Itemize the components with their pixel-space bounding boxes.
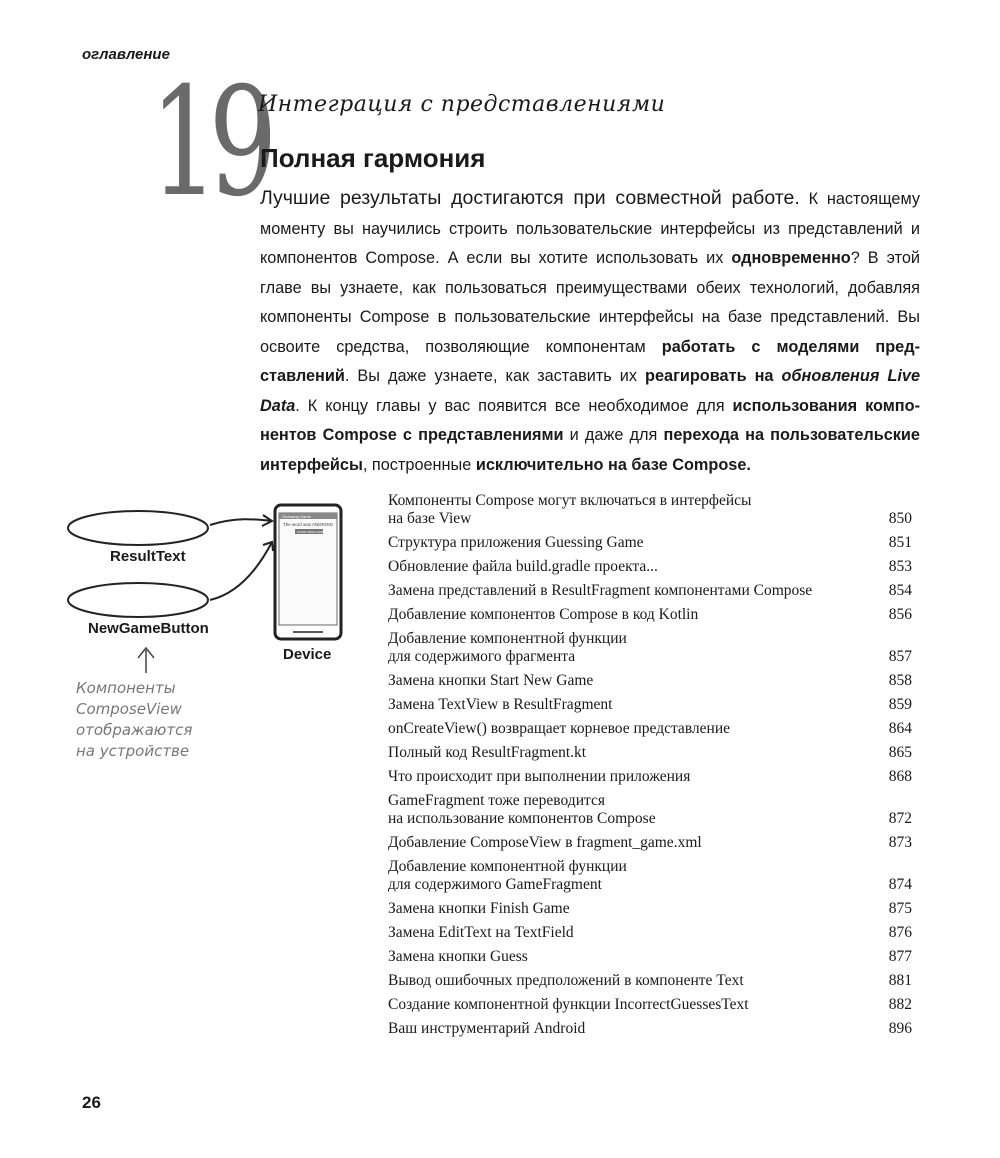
toc-entry-title: Добавление ComposeView в fragment_game.xml [388,834,702,851]
intro-segment: использования компонентов Compose с представлениями [260,396,920,444]
toc-entry-page: 853 [888,558,912,575]
toc-entry[interactable] [388,993,912,1017]
toc-entry[interactable] [388,921,912,945]
toc-entry-page: 857 [888,648,912,665]
toc-entry[interactable] [388,555,912,579]
toc-entry-page: 896 [888,1020,912,1037]
toc-entry-page: 881 [888,972,912,989]
chapter-subtitle: Интеграция с представлениями [258,92,666,117]
intro-lead: Лучшие результаты достигаются при совместной работе. [260,187,800,209]
toc-entry-title: Замена EditText на TextField [388,924,574,941]
toc-entry-title: Создание компонентной функции IncorrectGuessesText [388,996,749,1013]
toc-entry-title: Полный код ResultFragment.kt [388,744,587,761]
toc-entry[interactable] [388,489,912,531]
intro-segment: , построенные [362,455,476,474]
new-game-button-oval [68,583,208,617]
intro-segment: реагировать на [645,367,782,385]
toc-entry[interactable] [388,531,912,555]
toc-entry-title: Замена представлений в ResultFragment компонентами Compose [388,582,813,599]
device-label: Device [283,646,332,663]
toc-entry-title: Замена кнопки Finish Game [388,900,570,917]
toc-entry-title: Обновление файла build.gradle проекта... [388,558,658,575]
toc-entry[interactable] [388,669,912,693]
intro-segment: и даже для [563,426,664,444]
toc-entry-title: Добавление компонентов Compose в код Kotlin [388,606,699,623]
new-game-button-label: NewGameButton [88,620,209,637]
result-text-oval [68,511,208,545]
toc-entry[interactable] [388,1017,912,1041]
toc-entry[interactable] [388,789,912,831]
toc-entry[interactable] [388,765,912,789]
toc-entry-page: 873 [888,834,912,851]
toc-entry[interactable] [388,831,912,855]
toc-entry-page: 877 [888,948,912,965]
toc-list [388,489,912,1041]
intro-segment: исключительно на базе Compose. [475,455,751,474]
chapter-intro [260,184,920,480]
toc-entry-page: 882 [888,996,912,1013]
chapter-number: 19 [150,56,268,230]
toc-entry[interactable] [388,945,912,969]
toc-entry-page: 872 [888,810,912,827]
toc-entry-page: 865 [888,744,912,761]
toc-entry[interactable] [388,897,912,921]
toc-entry-title: Ваш инструментарий Android [388,1020,586,1037]
toc-entry-page: 854 [888,582,912,599]
toc-entry-title: onCreateView() возвращает корневое представление [388,720,731,737]
device-icon [275,505,341,639]
toc-entry-title: Добавление компонентной функции для содержимого фрагмента [388,630,627,665]
toc-entry-page: 851 [888,534,912,551]
arrow-note [138,648,154,673]
intro-segment: одновременно [731,249,851,267]
device-button-text: START NEW GAME [297,530,325,534]
toc-entry-title: Вывод ошибочных предположений в компоненте Text [388,972,744,989]
toc-entry-title: Компоненты Compose могут включаться в интерфейсы на базе View [388,492,752,527]
intro-segment: перехода на пользовательские интерфейсы [260,426,920,474]
arrow-newgame [210,542,272,600]
toc-entry[interactable] [388,741,912,765]
toc-entry-page: 874 [888,876,912,893]
toc-entry-page: 868 [888,768,912,785]
toc-entry-page: 864 [888,720,912,737]
toc-entry[interactable] [388,969,912,993]
toc-entry-page: 859 [888,696,912,713]
device-header-text: Guessing Game [282,514,311,519]
running-header: оглавление [82,46,170,63]
toc-entry[interactable] [388,855,912,897]
toc-entry-page: 856 [888,606,912,623]
handwritten-note: Компоненты ComposeView отображаются на устройстве [76,679,193,760]
toc-entry-title: Замена кнопки Start New Game [388,672,594,689]
chapter-title: Полная гармония [260,143,486,173]
device-result-text: The word was ANDROID [283,522,333,527]
toc-entry-title: Добавление компонентной функции для содержимого GameFragment [388,858,627,893]
toc-entry[interactable] [388,627,912,669]
intro-segment: К настоящему моменту вы научились строить пользовательские интерфейсы из представлений и компонентов Compose. А если вы хотите использовать их [260,190,920,267]
page-number: 26 [82,1093,101,1112]
intro-segment: ? В этой главе вы узнаете, как пользоваться преимуществами обеих технологий, добавляя компоненты Compose в пользовательские интерфейсы на базе представлений. Вы освоите средства, позволяющие компонентам [260,249,920,356]
arrow-result [210,519,272,525]
intro-segment: обновления Live Data [260,367,920,415]
toc-entry-title: Что происходит при выполнении приложения [388,768,691,785]
toc-entry[interactable] [388,693,912,717]
intro-segment: . Вы даже узнаете, как заставить их [344,367,646,385]
result-text-label: ResultText [110,548,186,565]
toc-entry-title: GameFragment тоже переводится на использование компонентов Compose [388,792,656,827]
toc-entry-page: 876 [888,924,912,941]
toc-entry-page: 850 [888,510,912,527]
toc-entry[interactable] [388,579,912,603]
intro-segment: . К концу главы у вас появится все необходимое для [295,396,733,415]
toc-entry[interactable] [388,717,912,741]
toc-entry-page: 858 [888,672,912,689]
toc-entry-title: Структура приложения Guessing Game [388,534,644,551]
toc-entry[interactable] [388,603,912,627]
toc-entry-title: Замена TextView в ResultFragment [388,696,613,713]
intro-segment: работать с моделями представлений [260,337,920,385]
toc-entry-page: 875 [888,900,912,917]
toc-entry-title: Замена кнопки Guess [388,948,528,965]
